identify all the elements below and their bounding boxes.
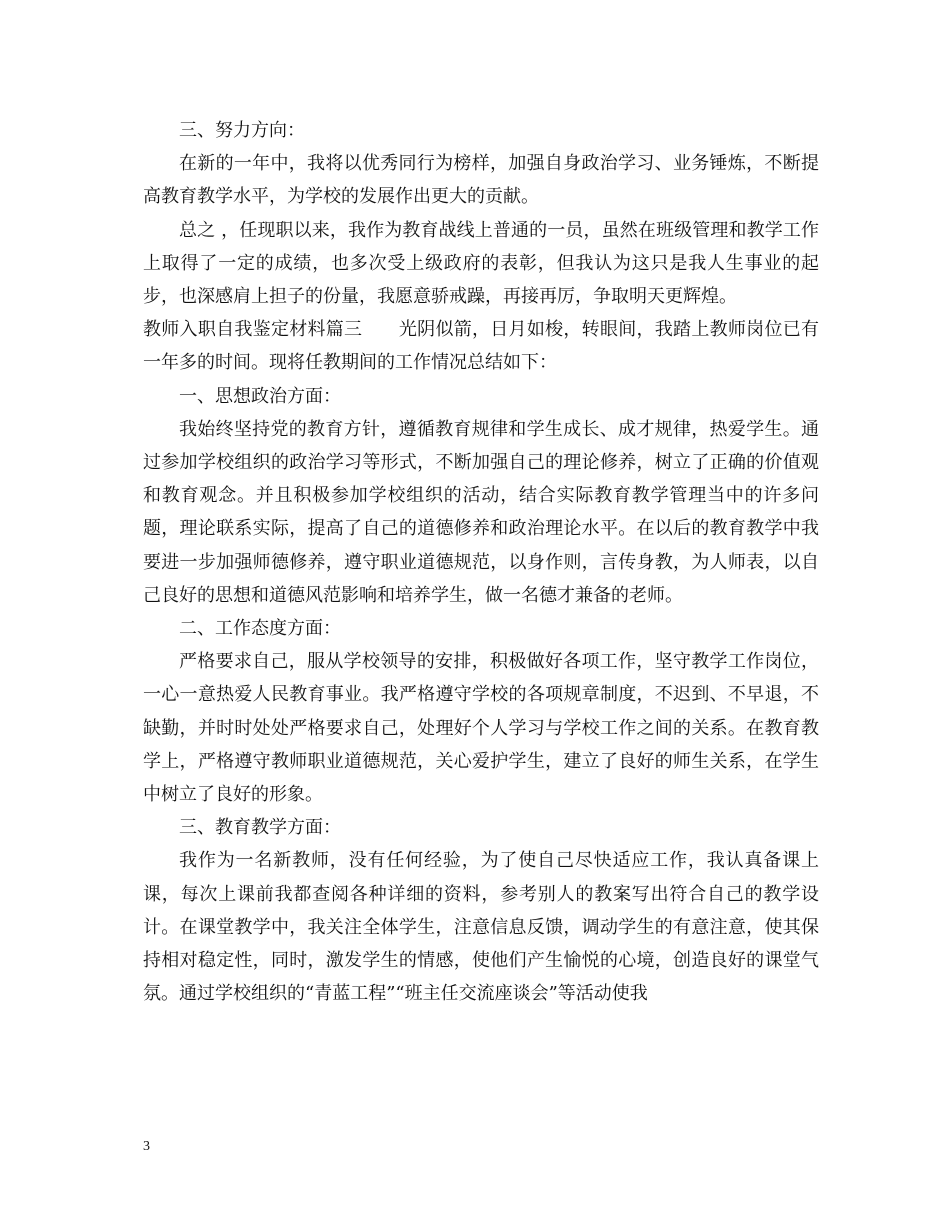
document-body [143,114,819,1010]
section-heading-effort-direction: 三、努力方向： [179,120,305,141]
section-heading-ideology-politics: 一、思想政治方面： [179,385,341,407]
article-title-paragraph: 教师入职自我鉴定材料篇三 光阴似箭，日月如梭，转眼间，我踏上教师岗位已有一年多的时间。现将任教期间的工作情况总结如下： [143,319,819,374]
paragraph: 我作为一名新教师，没有任何经验，为了使自己尽快适应工作，我认真备课上课，每次上课前我都查阅各种详细的资料，参考别人的教案写出符合自己的教学设计。在课堂教学中，我关注全体学生，注意信息反馈，调动学生的有意注意，使其保持相对稳定性，同时，激发学生的情感，使他们产生愉悦的心境，创造良好的课堂气氛。通过学校组织的“青蓝工程”“班主任交流座谈会”等活动使我 [143,850,819,1005]
paragraph: 严格要求自己，服从学校领导的安排，积极做好各项工作，坚守教学工作岗位，一心一意热爱人民教育事业。我严格遵守学校的各项规章制度，不迟到、不早退，不缺勤，并时时处处严格要求自己，处理好个人学习与学校工作之间的关系。在教育教学上，严格遵守教师职业道德规范，关心爱护学生，建立了良好的师生关系，在学生中树立了良好的形象。 [143,651,819,806]
section-heading-teaching: 三、教育教学方面： [179,817,341,839]
paragraph: 我始终坚持党的教育方针，遵循教育规律和学生成长、成才规律，热爱学生。通过参加学校组织的政治学习等形式，不断加强自己的理论修养，树立了正确的价值观和教育观念。并且积极参加学校组织的活动，结合实际教育教学管理当中的许多问题，理论联系实际，提高了自己的道德修养和政治理论水平。在以后的教育教学中我要进一步加强师德修养，遵守职业道德规范，以身作则，言传身教，为人师表，以自己良好的思想和道德风范影响和培养学生，做一名德才兼备的老师。 [143,418,819,606]
paragraph: 总之 ，任现职以来，我作为教育战线上普通的一员，虽然在班级管理和教学工作上取得了一定的成绩，也多次受上级政府的表彰，但我认为这只是我人生事业的起步，也深感肩上担子的份量，我愿意骄戒躁，再接再厉，争取明天更辉煌。 [143,219,819,308]
paragraph: 在新的一年中，我将以优秀同行为榜样，加强自身政治学习、业务锤炼，不断提高教育教学水平，为学校的发展作出更大的贡献。 [143,153,819,208]
page-number: 3 [143,1139,150,1154]
section-heading-work-attitude: 二、工作态度方面： [179,618,341,640]
